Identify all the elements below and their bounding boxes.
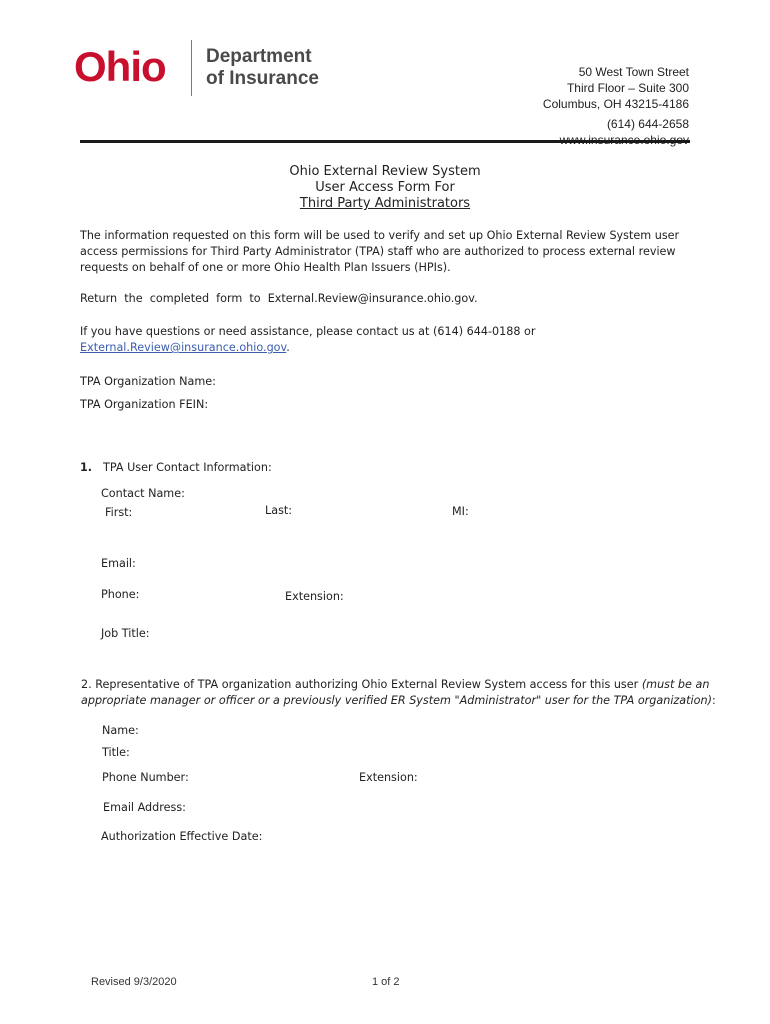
section1-number: 1.	[80, 461, 93, 474]
address-floor: Third Floor – Suite 300	[566, 81, 689, 95]
rep-extension-label: Extension:	[359, 771, 418, 784]
header-rule	[80, 140, 690, 143]
questions-suffix: .	[286, 341, 290, 354]
form-title	[0, 164, 770, 212]
rep-phone-label: Phone Number:	[102, 771, 189, 784]
return-instructions: Return the completed form to External.Review@insurance.ohio.gov.	[80, 292, 478, 305]
agency-address	[543, 64, 689, 148]
tpa-org-fein-label: TPA Organization FEIN:	[80, 398, 209, 411]
rep-name-label: Name:	[102, 724, 139, 737]
intro-paragraph: The information requested on this form will be used to verify and set up Ohio External Review System user access permissions for Third Party Administrator (TPA) staff who are authorized to process external review requests on behalf of one or more Ohio Health Plan Issuers (HPIs).	[80, 229, 680, 274]
department-line-1: Department	[206, 46, 312, 67]
address-city: Columbus, OH 43215-4186	[542, 97, 689, 111]
last-name-label: Last:	[265, 504, 293, 517]
extension-label: Extension:	[285, 590, 344, 603]
email-label: Email:	[101, 557, 136, 570]
contact-name-label: Contact Name:	[101, 487, 185, 500]
section2-heading-colon: :	[711, 694, 716, 707]
section2-heading	[81, 677, 721, 709]
department-line-2: of Insurance	[206, 68, 319, 89]
title-line-1: Ohio External Review System	[289, 164, 481, 179]
section2-heading-text: 2. Representative of TPA organization authorizing Ohio External Review System access for this user	[81, 678, 642, 691]
questions-prefix: If you have questions or need assistance, please contact us at (614) 644-0188 or	[80, 325, 536, 338]
first-name-label: First:	[105, 506, 133, 519]
section2-heading-note: (must be an appropriate manager or officer or a previously verified ER System "Administrator" user for the TPA organization)	[81, 678, 712, 707]
middle-initial-label: MI:	[452, 505, 469, 518]
tpa-org-name-label: TPA Organization Name:	[80, 375, 216, 388]
questions-paragraph	[80, 324, 700, 356]
revision-date: Revised 9/3/2020	[91, 976, 177, 988]
phone-label: Phone:	[101, 588, 140, 601]
section1-heading: TPA User Contact Information:	[103, 461, 272, 474]
rep-email-label: Email Address:	[103, 801, 186, 814]
address-phone: (614) 644-2658	[606, 117, 689, 131]
logo-divider	[191, 40, 192, 96]
authorization-date-label: Authorization Effective Date:	[101, 830, 263, 843]
ohio-logo-wordmark: Ohio	[74, 43, 166, 90]
address-street: 50 West Town Street	[578, 65, 689, 79]
page-number: 1 of 2	[372, 976, 400, 988]
job-title-label: Job Title:	[101, 627, 150, 640]
department-name	[206, 46, 319, 90]
title-line-2: User Access Form For	[315, 180, 455, 195]
title-line-3: Third Party Administrators	[299, 196, 471, 211]
rep-title-label: Title:	[102, 746, 130, 759]
email-link[interactable]: External.Review@insurance.ohio.gov	[80, 341, 287, 354]
